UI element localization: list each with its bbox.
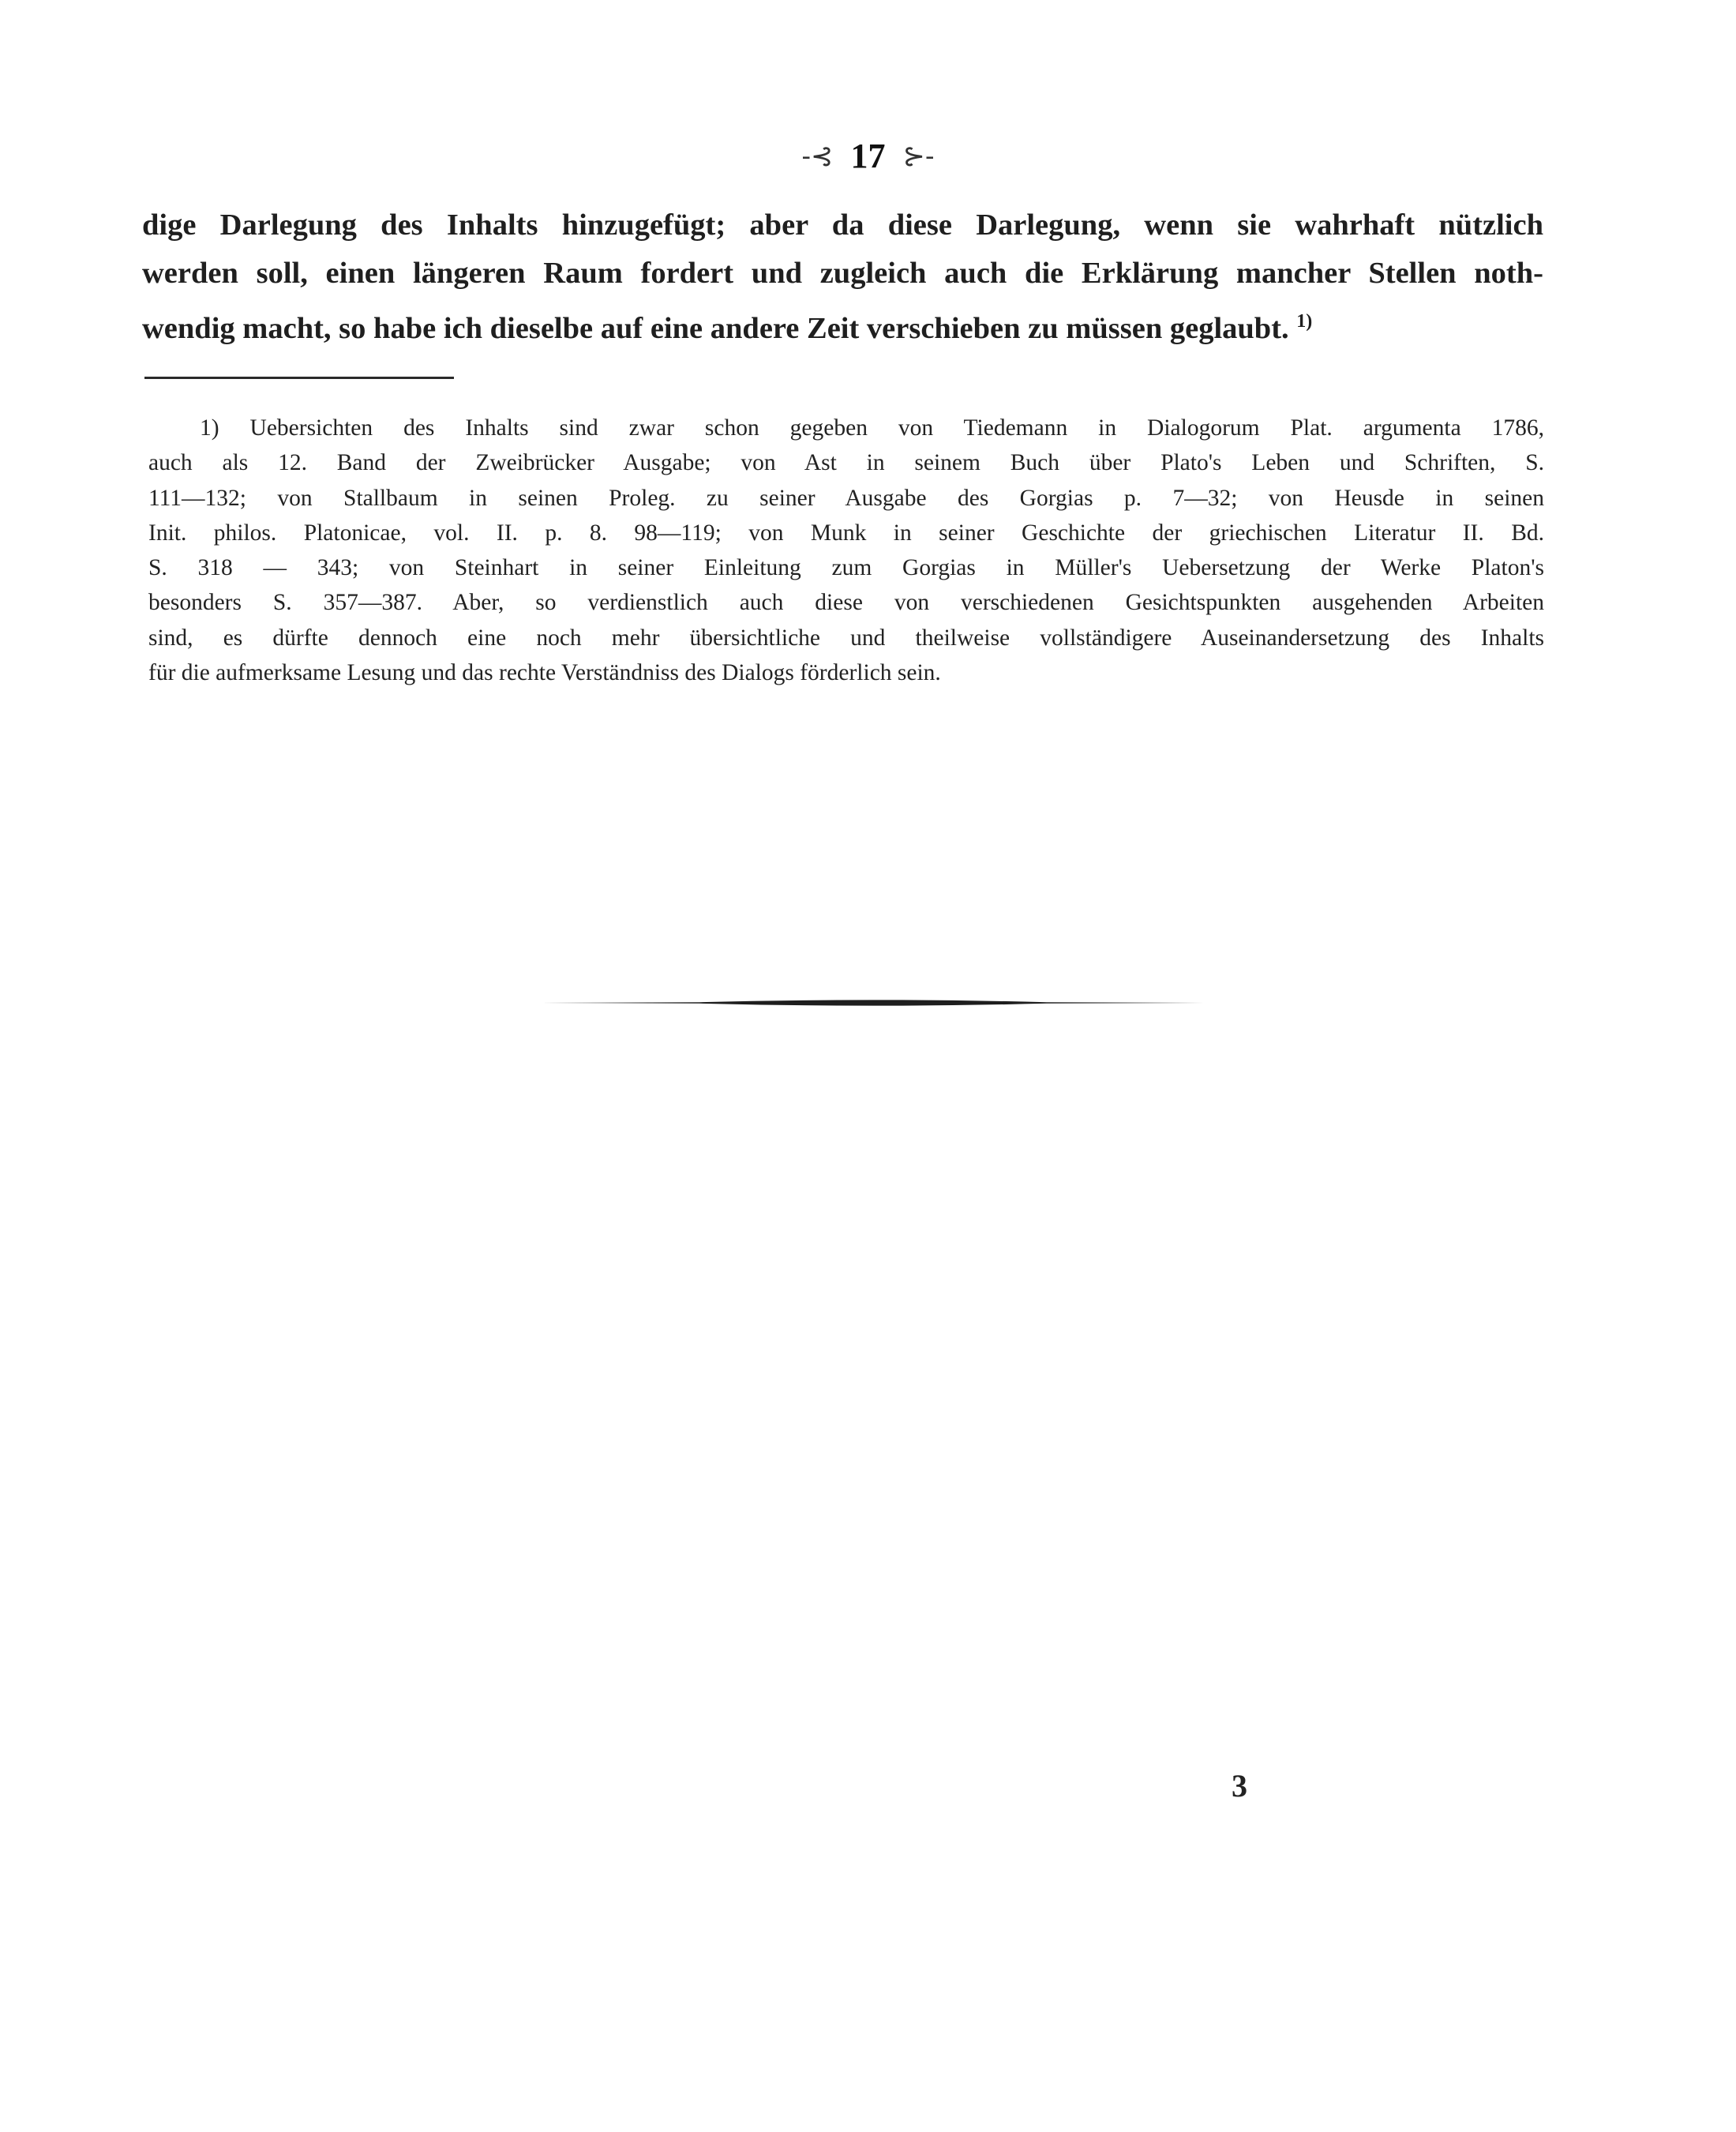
signature-mark: 3 xyxy=(1232,1768,1247,1804)
body-line: dige Darlegung des Inhalts hinzugefügt; aber da diese Darlegung, wenn sie wahrhaft nützlich xyxy=(142,208,1543,242)
footnote-line: für die aufmerksame Lesung und das rechte Verständniss des Dialogs förderlich sein. xyxy=(148,660,941,686)
body-line-last xyxy=(142,298,1543,353)
footnote-line: auch als 12. Band der Zweibrücker Ausgabe; von Ast in seinem Buch über Plato's Leben und Schriften, S. xyxy=(148,450,1544,476)
right-ornament: ⊱- xyxy=(902,141,935,172)
closing-rule xyxy=(542,998,1205,1008)
footnote-line: S. 318 — 343; von Steinhart in seiner Einleitung zum Gorgias in Müller's Uebersetzung der Werke Platon's xyxy=(148,555,1544,581)
footnote-line: Init. philos. Platonicae, vol. II. p. 8. 98—119; von Munk in seiner Geschichte der griechischen Literatur II. Bd. xyxy=(148,520,1544,546)
footnote-divider xyxy=(144,377,454,379)
footnote-line: 1) Uebersichten des Inhalts sind zwar schon gegeben von Tiedemann in Dialogorum Plat. argumenta 1786, xyxy=(200,415,1544,441)
footnote-line: besonders S. 357—387. Aber, so verdienstlich auch diese von verschiedenen Gesichtspunkten ausgehenden Arbeiten xyxy=(148,590,1544,616)
page-number: 17 xyxy=(850,137,886,175)
body-line: werden soll, einen längeren Raum fordert und zugleich auch die Erklärung mancher Stellen noth- xyxy=(142,257,1543,290)
body-line-text: wendig macht, so habe ich dieselbe auf eine andere Zeit verschieben zu müssen geglaubt. xyxy=(142,312,1289,345)
footnote-line: sind, es dürfte dennoch eine noch mehr übersichtliche und theilweise vollständigere Auseinandersetzung des Inhalts xyxy=(148,625,1544,651)
footnote-line: 111—132; von Stallbaum in seinen Proleg. zu seiner Ausgabe des Gorgias p. 7—32; von Heusde in seinen xyxy=(148,485,1544,511)
footnote-reference: 1) xyxy=(1296,311,1313,332)
page-header xyxy=(0,139,1736,174)
left-ornament: -⊰ xyxy=(801,141,834,172)
main-paragraph xyxy=(142,201,1543,353)
footnote xyxy=(148,411,1544,690)
